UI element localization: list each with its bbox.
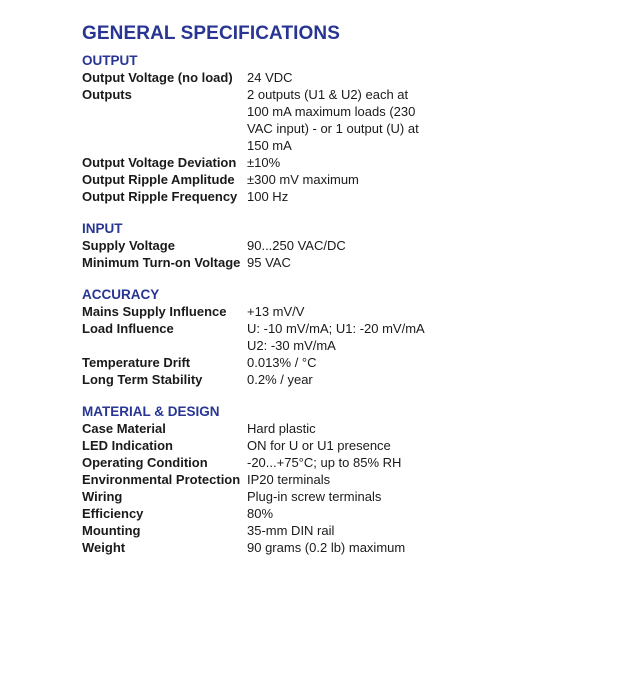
spec-row [82, 86, 602, 154]
spec-label: Environmental Protection [82, 472, 241, 487]
section-heading: INPUT [82, 221, 123, 236]
spec-value: 0.2% / year [247, 372, 313, 387]
spec-label: Operating Condition [82, 455, 208, 470]
spec-label: Case Material [82, 421, 166, 436]
spec-section [82, 52, 602, 205]
spec-label: Output Ripple Frequency [82, 189, 238, 204]
section-heading: MATERIAL & DESIGN [82, 404, 220, 419]
spec-section [82, 286, 602, 388]
spec-sheet [82, 23, 602, 571]
spec-row [82, 254, 602, 271]
spec-value: 90 grams (0.2 lb) maximum [247, 540, 406, 555]
spec-row [82, 354, 602, 371]
spec-row [82, 471, 602, 488]
spec-row [82, 171, 602, 188]
spec-row [82, 303, 602, 320]
spec-value: ±300 mV maximum [247, 172, 359, 187]
spec-row [82, 539, 602, 556]
spec-value: ON for U or U1 presence [247, 438, 391, 453]
spec-label: Mounting [82, 523, 141, 538]
spec-value: 24 VDC [247, 70, 293, 85]
spec-value: Plug-in screw terminals [247, 489, 382, 504]
spec-value: 90...250 VAC/DC [247, 238, 346, 253]
spec-label: Long Term Stability [82, 372, 203, 387]
spec-label: Output Ripple Amplitude [82, 172, 235, 187]
spec-row [82, 488, 602, 505]
spec-label: Wiring [82, 489, 123, 504]
spec-label: Outputs [82, 87, 132, 102]
spec-section [82, 220, 602, 271]
spec-row [82, 454, 602, 471]
spec-row [82, 505, 602, 522]
section-heading: OUTPUT [82, 53, 138, 68]
page-title: GENERAL SPECIFICATIONS [82, 23, 341, 44]
spec-value: U: -10 mV/mA; U1: -20 mV/mA U2: -30 mV/mA [247, 321, 424, 353]
spec-value: ±10% [247, 155, 281, 170]
spec-value: 2 outputs (U1 & U2) each at 100 mA maximum loads (230 VAC input) - or 1 output (U) at 150 mA [247, 87, 419, 153]
spec-row [82, 522, 602, 539]
spec-label: Efficiency [82, 506, 144, 521]
spec-row [82, 69, 602, 86]
spec-label: Output Voltage (no load) [82, 70, 233, 85]
spec-value: 100 Hz [247, 189, 289, 204]
section-heading: ACCURACY [82, 287, 160, 302]
spec-label: Temperature Drift [82, 355, 191, 370]
spec-row [82, 371, 602, 388]
spec-label: Load Influence [82, 321, 174, 336]
spec-value: IP20 terminals [247, 472, 331, 487]
spec-value: 0.013% / °C [247, 355, 317, 370]
spec-label: Output Voltage Deviation [82, 155, 237, 170]
spec-label: Mains Supply Influence [82, 304, 227, 319]
spec-row [82, 320, 602, 354]
spec-label: Weight [82, 540, 126, 555]
spec-value: -20...+75°C; up to 85% RH [247, 455, 402, 470]
spec-sections [82, 52, 602, 556]
spec-value: +13 mV/V [247, 304, 305, 319]
spec-label: Minimum Turn-on Voltage [82, 255, 241, 270]
spec-row [82, 237, 602, 254]
spec-label: LED Indication [82, 438, 173, 453]
spec-value: Hard plastic [247, 421, 316, 436]
spec-value: 95 VAC [247, 255, 291, 270]
spec-value: 80% [247, 506, 274, 521]
spec-section [82, 403, 602, 556]
spec-row [82, 437, 602, 454]
spec-value: 35-mm DIN rail [247, 523, 335, 538]
spec-label: Supply Voltage [82, 238, 175, 253]
spec-row [82, 420, 602, 437]
spec-row [82, 188, 602, 205]
spec-row [82, 154, 602, 171]
